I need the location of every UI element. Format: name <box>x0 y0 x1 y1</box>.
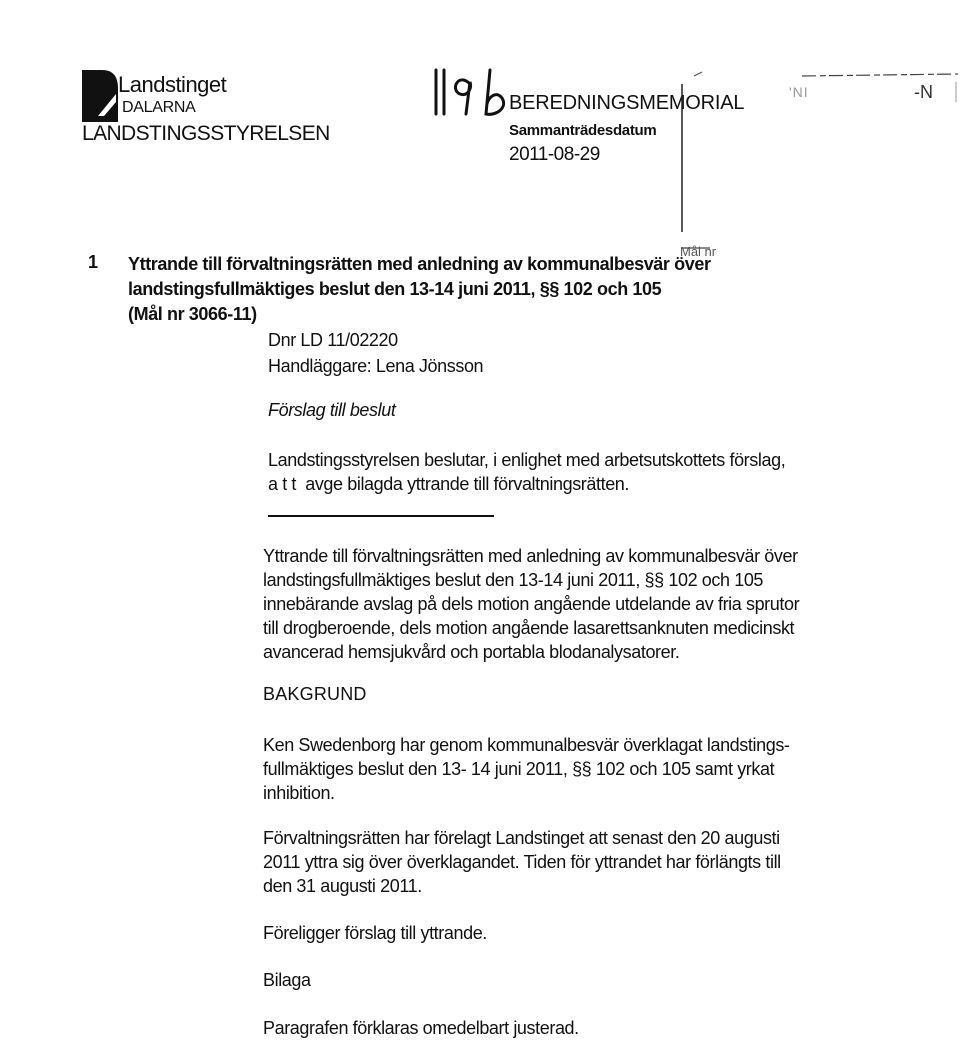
summary-line: innebärande avslag på dels motion angående utdelande av fria sprutor <box>263 594 800 614</box>
stamp-fragment: -N <box>914 82 933 102</box>
divider-rule <box>268 515 494 517</box>
summary-line: avancerad hemsjukvård och portabla blodanalysatorer. <box>263 642 680 662</box>
summary-line: till drogberoende, dels motion angående lasarettsanknuten medicinskt <box>263 618 795 638</box>
document-type: BEREDNINGSMEMORIAL <box>509 92 745 114</box>
stamp-fragment: 'NI <box>789 84 809 100</box>
item-title-line: Yttrande till förvaltningsrätten med anledning av kommunalbesvär över <box>128 254 711 274</box>
paragraph-line: den 31 augusti 2011. <box>263 876 422 896</box>
summary-paragraph <box>263 544 799 664</box>
background-paragraph <box>263 733 790 805</box>
page-note-text: 196 <box>430 66 432 67</box>
paragraph-line: Ken Swedenborg har genom kommunalbesvär överklagat landstings- <box>263 735 790 755</box>
background-paragraph: Föreligger förslag till yttrande. <box>263 923 487 943</box>
organization-name: LANDSTINGSSTYRELSEN <box>82 122 330 145</box>
proposal-line: a t t avge bilagda yttrande till förvaltningsrätten. <box>268 474 630 494</box>
case-handler: Handläggare: Lena Jönsson <box>268 356 484 376</box>
meeting-date: 2011-08-29 <box>509 144 600 165</box>
summary-line: landstingsfullmäktiges beslut den 13-14 juni 2011, §§ 102 och 105 <box>263 570 764 590</box>
paragraph-line: inhibition. <box>263 783 335 803</box>
proposal-line: Landstingsstyrelsen beslutar, i enlighet med arbetsutskottets förslag, <box>268 450 786 470</box>
background-heading: BAKGRUND <box>263 684 367 704</box>
attachment-label: Bilaga <box>263 970 311 990</box>
logo-name: Landstinget <box>118 72 227 97</box>
case-number: Dnr LD 11/02220 <box>268 330 398 350</box>
handwritten-page-number <box>430 66 520 118</box>
item-title <box>128 252 711 327</box>
paragraph-line: 2011 yttra sig över överklagandet. Tiden för yttrandet har förlängts till <box>263 852 781 872</box>
item-title-line: (Mål nr 3066-11) <box>128 304 257 324</box>
paragraph-line: fullmäktiges beslut den 13- 14 juni 2011, §§ 102 och 105 samt yrkat <box>263 759 775 779</box>
background-paragraph <box>263 826 781 898</box>
landstinget-logo <box>80 68 120 124</box>
meeting-date-label: Sammanträdesdatum <box>509 122 657 139</box>
summary-line: Yttrande till förvaltningsrätten med anledning av kommunalbesvär över <box>263 546 798 566</box>
logo-region: DALARNA <box>122 99 196 116</box>
closing-statement: Paragrafen förklaras omedelbart justerad. <box>263 1018 579 1038</box>
stamp-fragment: Mål nr <box>680 244 717 259</box>
proposal-heading: Förslag till beslut <box>268 400 396 420</box>
item-number: 1 <box>88 252 99 272</box>
item-title-line: landstingsfullmäktiges beslut den 13-14 juni 2011, §§ 102 och 105 <box>128 279 662 299</box>
paragraph-line: Förvaltningsrätten har förelagt Landstinget att senast den 20 augusti <box>263 828 780 848</box>
